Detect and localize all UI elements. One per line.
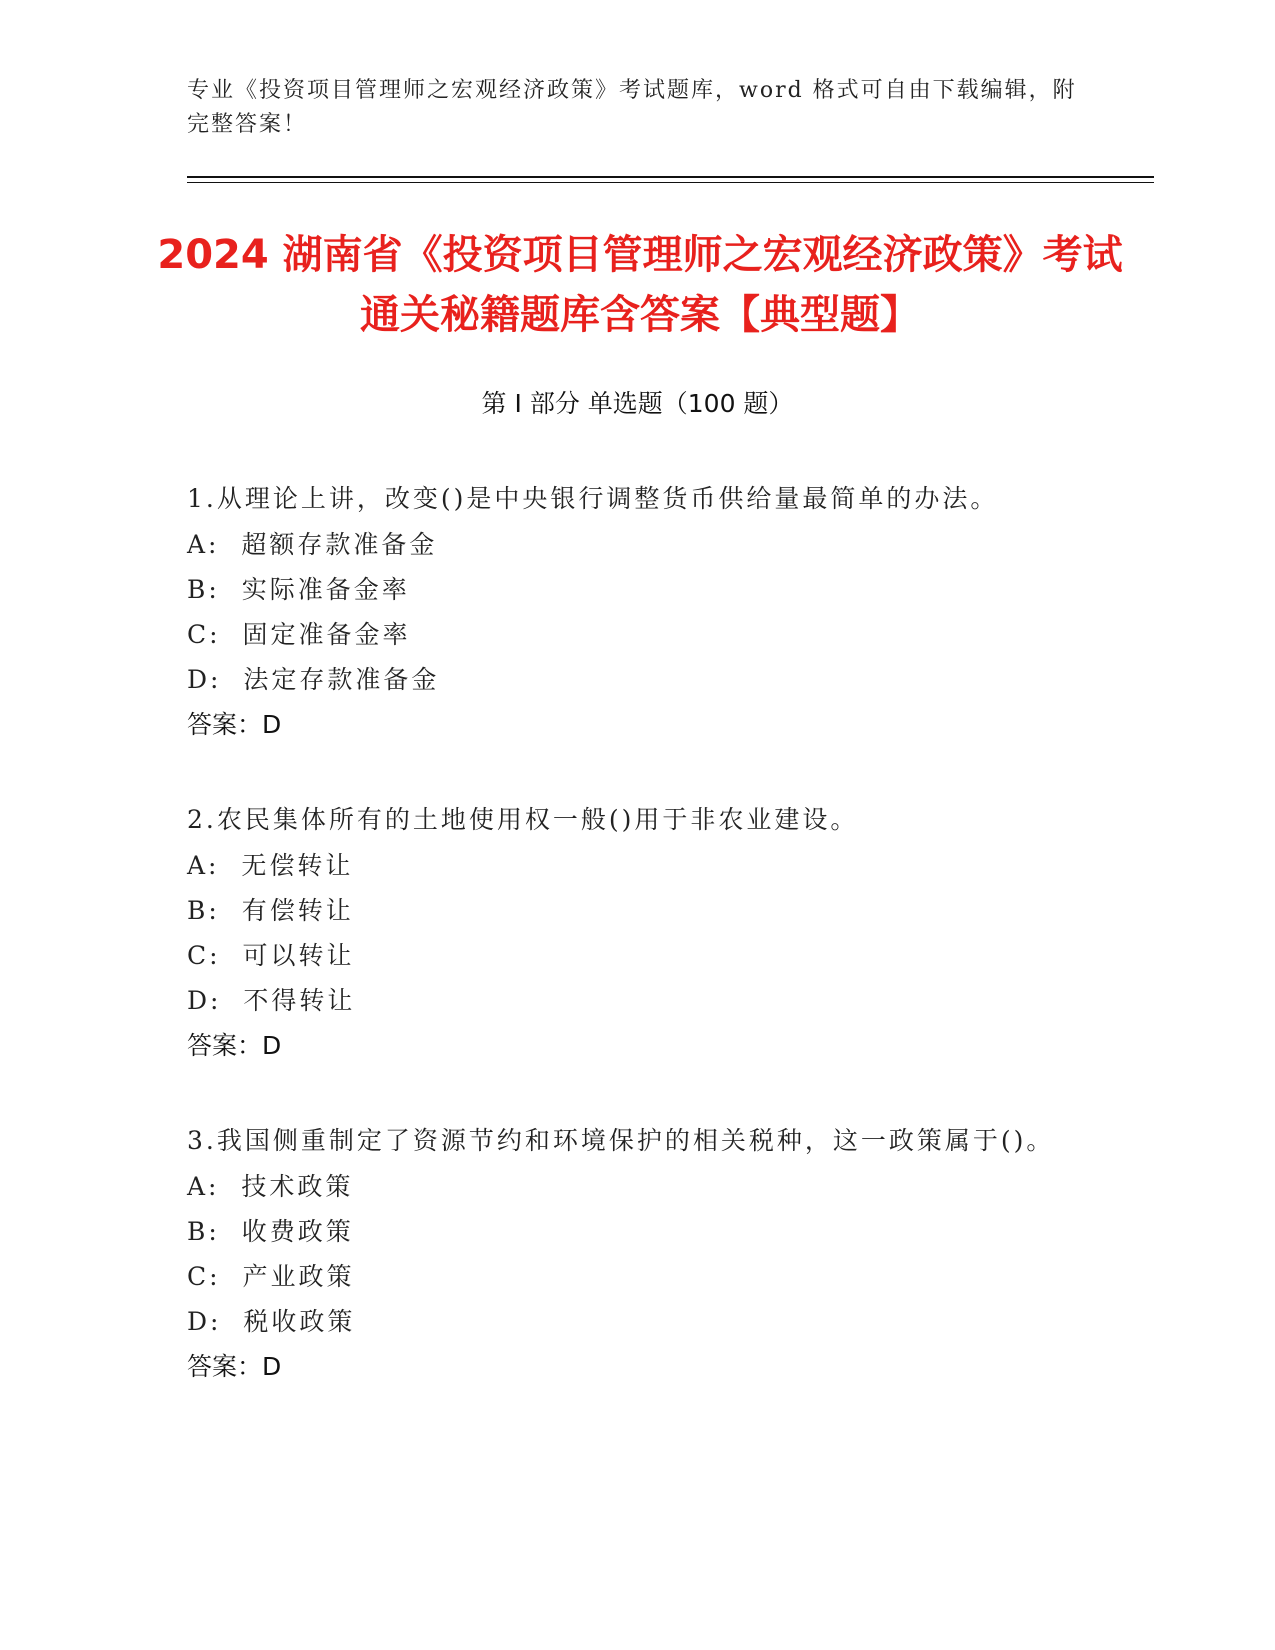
- option-b: B: 收费政策: [187, 1217, 354, 1246]
- option-b: B: 实际准备金率: [187, 575, 410, 604]
- answer: 答案：D: [187, 1031, 282, 1060]
- question-3: [187, 1118, 1067, 1389]
- question-2: [187, 797, 1067, 1068]
- option-d: D: 不得转让: [187, 986, 356, 1015]
- header-divider-thin: [187, 182, 1154, 183]
- document-title: 2024 湖南省《投资项目管理师之宏观经济政策》考试通关秘籍题库含答案【典型题】: [157, 232, 1123, 338]
- option-c: C: 固定准备金率: [187, 620, 411, 649]
- header-note: 专业《投资项目管理师之宏观经济政策》考试题库，word 格式可自由下载编辑，附完整答案！: [187, 78, 1077, 137]
- option-d: D: 税收政策: [187, 1307, 356, 1336]
- option-a: A: 无偿转让: [187, 851, 354, 880]
- answer: 答案：D: [187, 710, 282, 739]
- question-stem: 1.从理论上讲，改变()是中央银行调整货币供给量最简单的办法。: [187, 484, 999, 513]
- option-d: D: 法定存款准备金: [187, 665, 440, 694]
- answer: 答案：D: [187, 1352, 282, 1381]
- option-c: C: 可以转让: [187, 941, 355, 970]
- option-a: A: 技术政策: [187, 1172, 354, 1201]
- question-stem: 3.我国侧重制定了资源节约和环境保护的相关税种，这一政策属于()。: [187, 1126, 1055, 1155]
- question-stem: 2.农民集体所有的土地使用权一般()用于非农业建设。: [187, 805, 859, 834]
- option-a: A: 超额存款准备金: [187, 530, 438, 559]
- question-1: [187, 476, 1067, 747]
- question-list: [187, 476, 1067, 1439]
- header-divider-thick: [187, 176, 1154, 178]
- option-c: C: 产业政策: [187, 1262, 355, 1291]
- section-title: 第 I 部分 单选题（100 题）: [481, 389, 794, 418]
- option-b: B: 有偿转让: [187, 896, 354, 925]
